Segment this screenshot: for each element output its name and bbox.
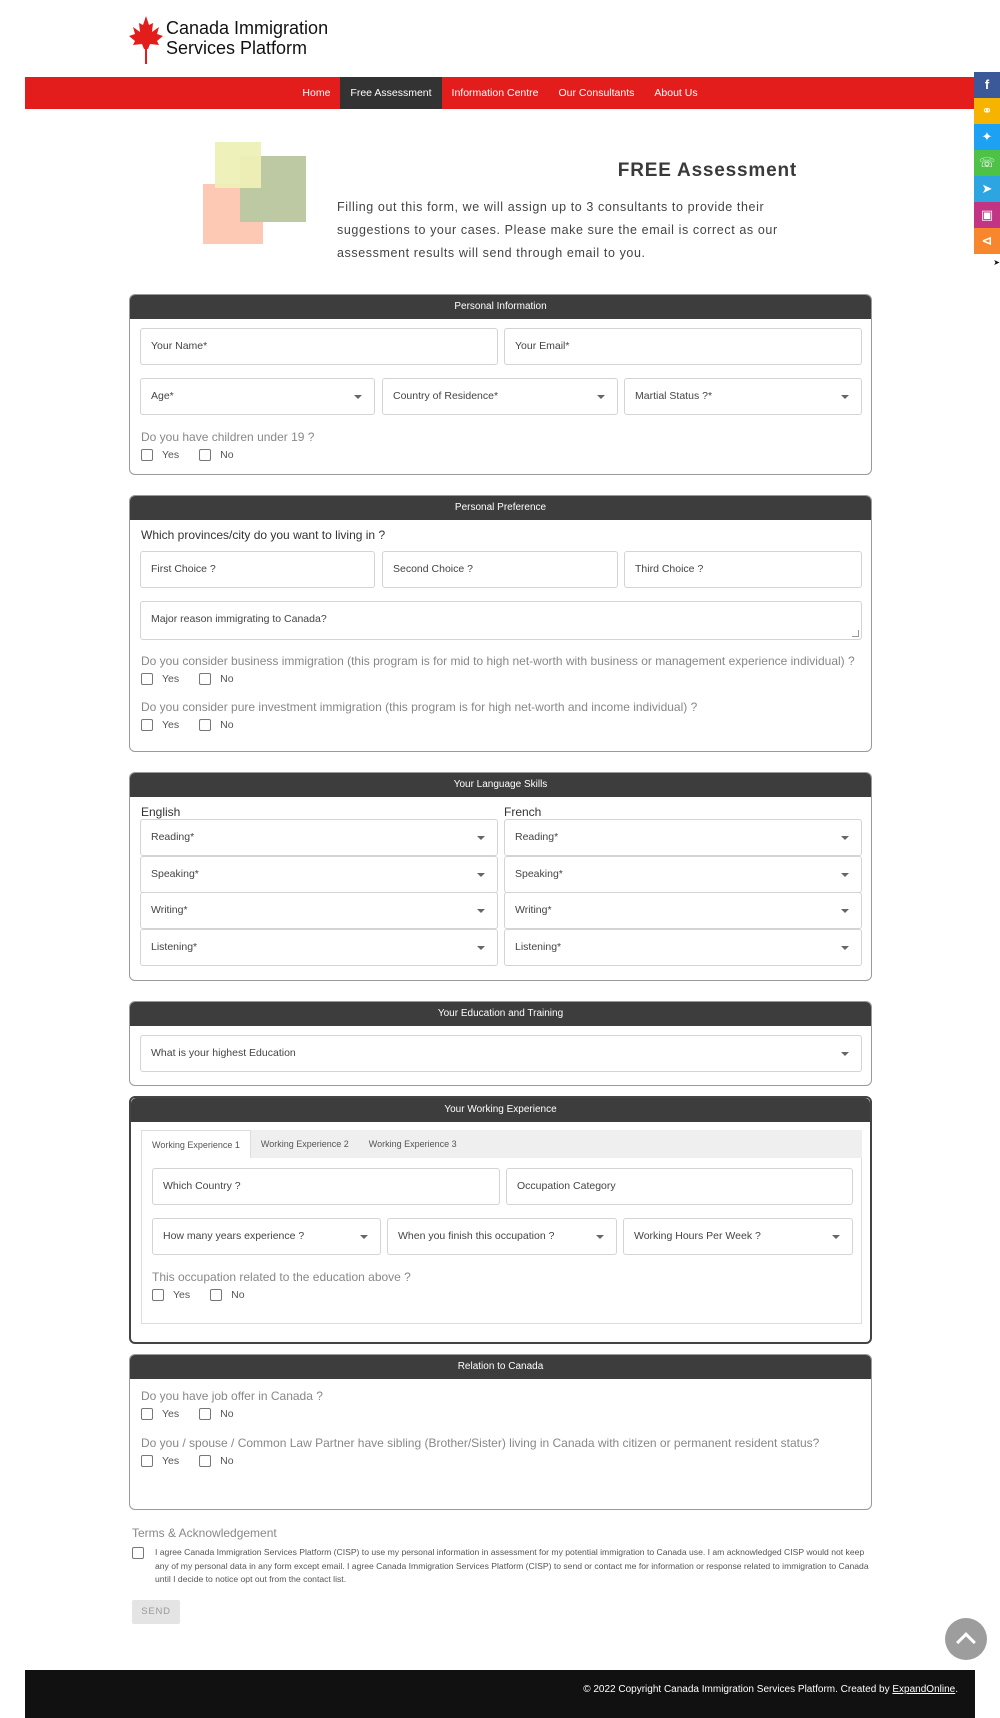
name-input[interactable]: Your Name*: [140, 328, 498, 365]
section-heading: Your Working Experience: [131, 1098, 870, 1122]
section-heading: Personal Information: [130, 295, 871, 319]
intro-text: Filling out this form, we will assign up to 3 consultants to provide their suggestions to your cases. Please make sure the email is correct as our assessment results will send through email to you.: [337, 200, 778, 260]
option-label: No: [220, 1408, 234, 1420]
children-yes[interactable]: [141, 449, 179, 461]
job-offer-question: Do you have job offer in Canada ?: [141, 1389, 323, 1403]
nav-our-consultants[interactable]: Our Consultants: [558, 87, 635, 99]
section-heading: Relation to Canada: [130, 1355, 871, 1379]
nav-free-assessment[interactable]: Free Assessment: [340, 77, 441, 109]
brand-line-1: Canada Immigration: [166, 18, 329, 38]
checkbox[interactable]: [199, 1408, 211, 1420]
footer-credit-link[interactable]: ExpandOnline: [892, 1684, 956, 1695]
page-title: FREE Assessment: [617, 160, 797, 181]
french-speaking-select[interactable]: Speaking*: [504, 856, 862, 893]
link-icon[interactable]: ⚭: [974, 98, 1000, 124]
decor-square-yellow: [215, 142, 261, 188]
terms-checkbox[interactable]: [132, 1547, 144, 1559]
collapse-share-icon[interactable]: ➤: [993, 258, 1000, 267]
checkbox[interactable]: [141, 719, 153, 731]
english-label: English: [141, 805, 181, 819]
related-options: [152, 1289, 265, 1301]
work-tab-panel: [141, 1158, 862, 1324]
checkbox[interactable]: [152, 1289, 164, 1301]
finish-select[interactable]: When you finish this occupation ?: [387, 1218, 617, 1255]
reason-textarea[interactable]: [140, 601, 862, 640]
sibling-yes[interactable]: [141, 1455, 179, 1467]
sibling-no[interactable]: [199, 1455, 233, 1467]
children-no[interactable]: [199, 449, 233, 461]
english-listening-select[interactable]: Listening*: [140, 929, 498, 966]
related-no[interactable]: [210, 1289, 244, 1301]
work-tabs: [141, 1130, 862, 1158]
business-question: Do you consider business immigration (this program is for mid to high net-worth with business or management experience individual) ?: [141, 654, 855, 668]
occupation-input[interactable]: Occupation Category: [506, 1168, 853, 1205]
section-heading: Your Language Skills: [130, 773, 871, 797]
reason-placeholder: Major reason immigrating to Canada?: [151, 613, 327, 625]
option-label: Yes: [173, 1289, 191, 1301]
business-options: [141, 673, 254, 685]
brand-line-2: Services Platform: [166, 38, 308, 58]
option-label: Yes: [162, 1408, 180, 1420]
intro-graphic: [200, 140, 310, 246]
facebook-icon[interactable]: f: [974, 72, 1000, 98]
nav-home[interactable]: Home: [302, 87, 331, 99]
city-question: Which provinces/city do you want to living in ?: [141, 528, 386, 542]
age-select[interactable]: Age*: [140, 378, 375, 415]
resize-handle[interactable]: [852, 630, 859, 637]
email-input[interactable]: Your Email*: [504, 328, 862, 365]
children-question: Do you have children under 19 ?: [141, 430, 315, 444]
scroll-to-top-button[interactable]: [945, 1618, 987, 1660]
nav-information-centre[interactable]: Information Centre: [451, 87, 539, 99]
checkbox[interactable]: [199, 449, 211, 461]
terms-title: Terms & Acknowledgement: [132, 1526, 277, 1540]
share-icon[interactable]: ⊲: [974, 228, 1000, 254]
sibling-options: [141, 1455, 254, 1467]
french-reading-select[interactable]: Reading*: [504, 819, 862, 856]
section-personal-information: [129, 294, 872, 475]
option-label: Yes: [162, 719, 180, 731]
french-listening-select[interactable]: Listening*: [504, 929, 862, 966]
footer-period: .: [955, 1684, 958, 1695]
checkbox[interactable]: [141, 449, 153, 461]
years-select[interactable]: How many years experience ?: [152, 1218, 381, 1255]
checkbox[interactable]: [141, 1455, 153, 1467]
send-button[interactable]: SEND: [132, 1600, 180, 1624]
checkbox[interactable]: [199, 719, 211, 731]
section-language-skills: [129, 772, 872, 981]
section-personal-preference: [129, 495, 872, 752]
whatsapp-icon[interactable]: ☏: [974, 150, 1000, 176]
option-label: No: [220, 673, 234, 685]
site-logo[interactable]: [128, 14, 328, 66]
third-choice-input[interactable]: Third Choice ?: [624, 551, 862, 588]
brand-name: [166, 18, 328, 58]
english-writing-select[interactable]: Writing*: [140, 892, 498, 929]
related-yes[interactable]: [152, 1289, 190, 1301]
related-question: This occupation related to the education above ?: [152, 1270, 411, 1284]
tab-work-1[interactable]: Working Experience 1: [141, 1130, 251, 1158]
country-select[interactable]: Country of Residence*: [382, 378, 618, 415]
option-label: No: [220, 1455, 234, 1467]
section-education: [129, 1001, 872, 1086]
investment-question: Do you consider pure investment immigration (this program is for high net-worth and income individual) ?: [141, 700, 698, 714]
section-heading: Your Education and Training: [130, 1002, 871, 1026]
footer: [25, 1670, 975, 1718]
option-label: No: [231, 1289, 245, 1301]
hours-select[interactable]: Working Hours Per Week ?: [623, 1218, 853, 1255]
share-rail: [974, 72, 1000, 267]
job-offer-no[interactable]: [199, 1408, 233, 1420]
education-select[interactable]: What is your highest Education: [140, 1035, 862, 1072]
investment-options: [141, 719, 254, 731]
nav-about-us[interactable]: About Us: [654, 87, 698, 99]
english-speaking-select[interactable]: Speaking*: [140, 856, 498, 893]
work-country-input[interactable]: Which Country ?: [152, 1168, 500, 1205]
option-label: No: [220, 719, 234, 731]
instagram-icon[interactable]: ▣: [974, 202, 1000, 228]
option-label: No: [220, 449, 234, 461]
children-options: [141, 449, 254, 461]
tab-work-3[interactable]: Working Experience 3: [368, 1139, 457, 1149]
twitter-icon[interactable]: ✦: [974, 124, 1000, 150]
checkbox[interactable]: [141, 673, 153, 685]
maple-leaf-icon: [128, 14, 164, 66]
english-reading-select[interactable]: Reading*: [140, 819, 498, 856]
job-offer-options: [141, 1408, 254, 1420]
french-label: French: [504, 805, 542, 819]
main-nav: [25, 77, 975, 109]
business-no[interactable]: [199, 673, 233, 685]
section-relation-to-canada: [129, 1354, 872, 1510]
option-label: Yes: [162, 673, 180, 685]
telegram-icon[interactable]: ➤: [974, 176, 1000, 202]
section-heading: Personal Preference: [130, 496, 871, 520]
option-label: Yes: [162, 449, 180, 461]
sibling-question: Do you / spouse / Common Law Partner have sibling (Brother/Sister) living in Canada with citizen or permanent resident status?: [141, 1436, 820, 1450]
option-label: Yes: [162, 1455, 180, 1467]
marital-select[interactable]: Martial Status ?*: [624, 378, 862, 415]
tab-work-2[interactable]: Working Experience 2: [260, 1139, 349, 1149]
job-offer-yes[interactable]: [141, 1408, 179, 1420]
footer-copyright: © 2022 Copyright Canada Immigration Services Platform. Created by: [583, 1684, 890, 1695]
checkbox[interactable]: [141, 1408, 153, 1420]
terms-text: I agree Canada Immigration Services Platform (CISP) to use my personal information in assessment for my potential immigration to Canada use. I am acknowledged CISP would not keep any of my personal data in any form except email. I agree Canada Immigration Services Platform (CISP) to send or contact me for information or response related to immigration to Canada until I decide to notice opt out from the contact list.: [155, 1547, 869, 1584]
business-yes[interactable]: [141, 673, 179, 685]
first-choice-input[interactable]: First Choice ?: [140, 551, 375, 588]
investment-yes[interactable]: [141, 719, 179, 731]
checkbox[interactable]: [199, 1455, 211, 1467]
second-choice-input[interactable]: Second Choice ?: [382, 551, 618, 588]
terms-row: [132, 1546, 872, 1587]
checkbox[interactable]: [210, 1289, 222, 1301]
section-working-experience: [129, 1096, 872, 1344]
french-writing-select[interactable]: Writing*: [504, 892, 862, 929]
checkbox[interactable]: [199, 673, 211, 685]
investment-no[interactable]: [199, 719, 233, 731]
